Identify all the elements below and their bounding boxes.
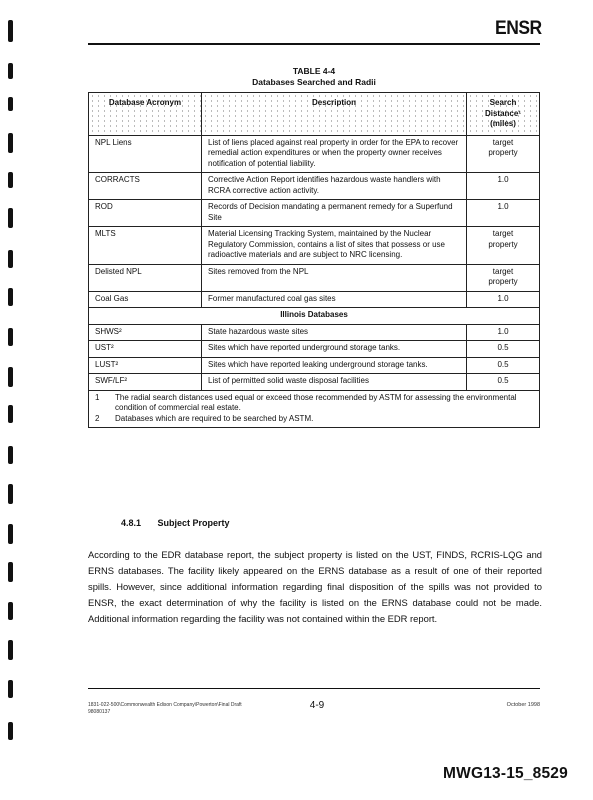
binding-hole — [8, 722, 13, 740]
binding-hole — [8, 20, 13, 42]
description-cell: State hazardous waste sites — [202, 324, 467, 341]
footnotes-cell — [89, 390, 540, 428]
page-number: 4-9 — [309, 700, 325, 711]
databases-table — [88, 92, 540, 428]
distance-cell: 1.0 — [467, 200, 540, 227]
table-row — [89, 173, 540, 200]
acronym-cell: ROD — [89, 200, 202, 227]
description-cell: Sites removed from the NPL — [202, 264, 467, 291]
description-cell: Former manufactured coal gas sites — [202, 291, 467, 308]
header-rule — [88, 43, 540, 45]
footer-project-number: 98080137 — [88, 709, 111, 715]
description-cell: Sites which have reported leaking underground storage tanks. — [202, 357, 467, 374]
acronym-cell: LUST² — [89, 357, 202, 374]
description-cell: List of permitted solid waste disposal facilities — [202, 374, 467, 391]
table-row — [89, 341, 540, 358]
description-cell: Sites which have reported underground storage tanks. — [202, 341, 467, 358]
distance-cell: 1.0 — [467, 291, 540, 308]
acronym-cell: Delisted NPL — [89, 264, 202, 291]
acronym-cell: SHWS² — [89, 324, 202, 341]
table-row — [89, 357, 540, 374]
header-acronym: Database Acronym — [89, 93, 202, 136]
table-row — [89, 200, 540, 227]
distance-cell: 0.5 — [467, 357, 540, 374]
bates-number: MWG13-15_8529 — [443, 765, 568, 782]
header-description: Description — [202, 93, 467, 136]
binding-hole — [8, 63, 13, 79]
footnote-text: The radial search distances used equal or exceed those recommended by ASTM for assessing the environmental condition of commercial real estate. — [115, 392, 517, 412]
binding-hole — [8, 97, 13, 111]
section-number: 4.8.1 — [121, 518, 142, 528]
table-section-row — [89, 308, 540, 325]
binding-hole — [8, 405, 13, 423]
binding-hole — [8, 640, 13, 660]
binding-hole — [8, 602, 13, 620]
description-cell: Material Licensing Tracking System, maintained by the Nuclear Regulatory Commission, contains a list of sites that possess or use radioactive materials and are subject to NRC licensing. — [202, 227, 467, 265]
body-paragraph: According to the EDR database report, the subject property is listed on the UST, FINDS, RCRIS-LQG and ERNS databases. The facility likely appeared on the ERNS database as a result of one of their reported spills. However, since additional information regarding final disposition of the spills was not provided to ENSR, the exact determination of why the facility is listed on the ERNS database could not be made. Additional information regarding the facility was not contained within the EDR report. — [88, 549, 542, 625]
binding-hole — [8, 524, 13, 544]
table-row — [89, 135, 540, 173]
binding-hole — [8, 133, 13, 153]
binding-hole — [8, 250, 13, 268]
table-subtitle: Databases Searched and Radii — [252, 77, 376, 87]
distance-cell: 1.0 — [467, 324, 540, 341]
distance-cell: 1.0 — [467, 173, 540, 200]
footnote-number: 2 — [95, 413, 100, 423]
section-label-illinois: Illinois Databases — [89, 308, 540, 325]
footnote-text: Databases which are required to be searched by ASTM. — [115, 413, 314, 423]
binding-hole — [8, 446, 13, 464]
footnotes-row — [89, 390, 540, 428]
binding-hole — [8, 562, 13, 582]
binding-hole — [8, 208, 13, 228]
table-row — [89, 374, 540, 391]
description-cell: Records of Decision mandating a permanent remedy for a Superfund Site — [202, 200, 467, 227]
footnote — [95, 393, 533, 414]
footer-project-path: 1831-022-500\Commonwealth Edison Company\Powerton\Final Draft — [88, 702, 242, 708]
footnote-number: 1 — [95, 392, 100, 402]
table-title: TABLE 4-4 — [292, 66, 336, 76]
section-heading — [121, 518, 230, 528]
footer-rule — [88, 688, 540, 689]
table-row — [89, 291, 540, 308]
distance-cell: target property — [467, 227, 540, 265]
acronym-cell: MLTS — [89, 227, 202, 265]
footer-project-info — [88, 702, 242, 716]
binding-hole — [8, 328, 13, 346]
header-distance: Search Distance¹ (miles) — [467, 93, 540, 136]
table-row — [89, 264, 540, 291]
section-title: Subject Property — [157, 518, 230, 528]
footnote — [95, 414, 533, 425]
table-header-row — [89, 93, 540, 136]
distance-cell: 0.5 — [467, 341, 540, 358]
table-row — [89, 227, 540, 265]
description-cell: List of liens placed against real property in order for the EPA to recover remedial action expenditures or when the property owner receives notification of potential liability. — [202, 135, 467, 173]
binding-hole — [8, 680, 13, 698]
distance-cell: target property — [467, 264, 540, 291]
acronym-cell: SWF/LF² — [89, 374, 202, 391]
acronym-cell: CORRACTS — [89, 173, 202, 200]
binding-hole — [8, 484, 13, 504]
binding-hole — [8, 288, 13, 306]
acronym-cell: NPL Liens — [89, 135, 202, 173]
distance-cell: 0.5 — [467, 374, 540, 391]
table-caption — [88, 66, 540, 88]
table-row — [89, 324, 540, 341]
acronym-cell: Coal Gas — [89, 291, 202, 308]
footer-date: October 1998 — [506, 702, 540, 708]
binding-hole — [8, 367, 13, 387]
acronym-cell: UST² — [89, 341, 202, 358]
distance-cell: target property — [467, 135, 540, 173]
binding-hole — [8, 172, 13, 188]
description-cell: Corrective Action Report identifies hazardous waste handlers with RCRA corrective action activity. — [202, 173, 467, 200]
ensr-logo: ENSR — [495, 18, 542, 39]
